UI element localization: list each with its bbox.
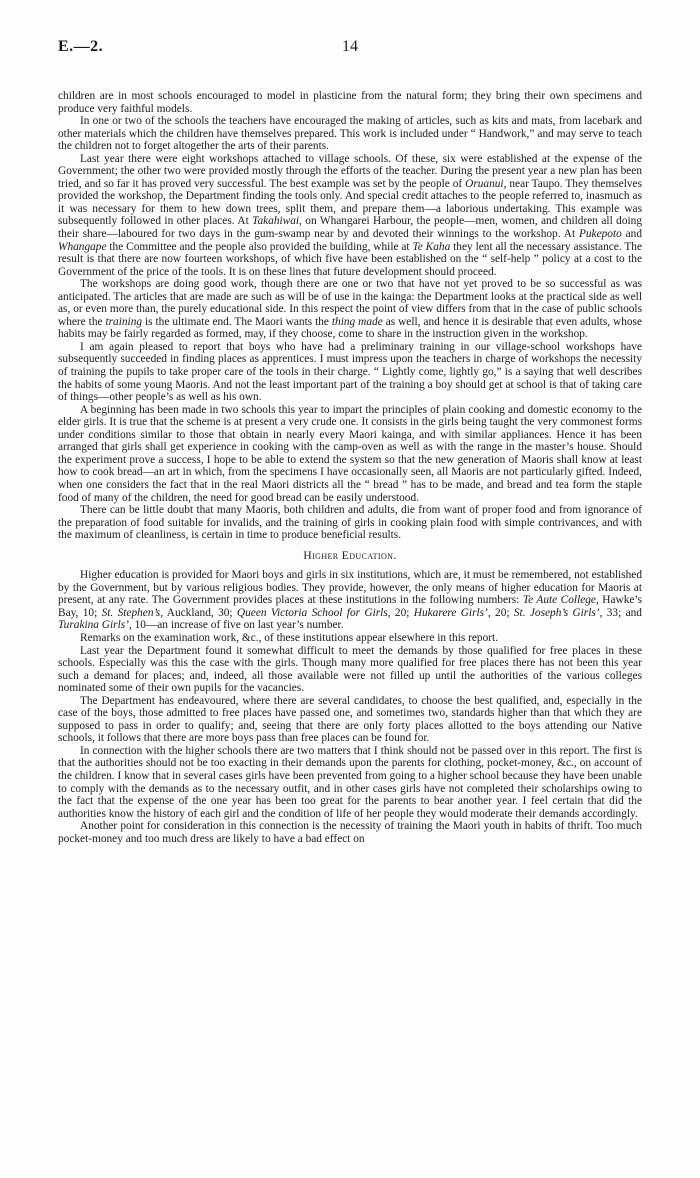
paragraph: The Department has endeavoured, where there are several candidates, to choose the best qualified, and, especially in the case of the boys, those admitted to free places have passed one, and sometimes two, standards higher than that which they are supposed to pass in order to qualify; and, seeing that there are only forty places allotted to the boys attending our Native schools, it follows that there are more boys pass than free places can be found for. [58, 694, 642, 745]
paragraph: Last year there were eight workshops attached to village schools. Of these, six were established at the expense of the Government; the other two were provided mostly through the efforts of the teacher. During the present year a new plan has been tried, and so far it has proved very successful. The best example was set by the people of Oruanui, near Taupo. They themselves provided the workshop, the Department finding the tools only. And special credit attaches to the people referred to, inasmuch as it was necessary for them to hew down trees, split them, and prepare them—a laborious undertaking. This example was subsequently followed in other places. At Takahiwai, on Whangarei Harbour, the people—men, women, and children all doing their share—laboured for two days in the gum-swamp near by and devoted their winnings to the workshop. At Pukepoto and Whangape the Committee and the people also provided the building, while at Te Kaha they lent all the necessary assistance. The result is that there are now fourteen workshops, of which five have been established on the “ self-help ” policy at a cost to the Government of the price of the tools. It is on these lines that future development should proceed. [58, 152, 642, 278]
section-heading: Higher Education. [303, 549, 397, 562]
paragraph: Remarks on the examination work, &c., of these institutions appear elsewhere in this report. [80, 631, 499, 644]
paragraph: In one or two of the schools the teachers have encouraged the making of articles, such as kits and mats, from lacebark and other materials which the children have themselves prepared. This work is included under “ Handwork,” and may serve to teach the children not to forget altogether the arts of their parents. [58, 115, 642, 153]
paragraph: Another point for consideration in this connection is the necessity of training the Maori youth in habits of thrift. Too much pocket-money and too much dress are likely to have a bad effect on [58, 820, 642, 845]
paragraph: The workshops are doing good work, though there are one or two that have not yet proved to be so successful as was anticipated. The articles that are made are such as will be of use in the kainga: the Department looks at the practical side as well as, or even more than, the purely educational side. In this respect the point of view differs from that in the case of public schools where the training is the ultimate end. The Maori wants the thing made as well, and hence it is desirable that even adults, whose habits may be fairly regarded as formed, may, if they choose, come to share in the instruction given in the workshop. [58, 278, 643, 341]
paragraph: Higher education is provided for Maori boys and girls in six institutions, which are, it must be remembered, not established by the Government, but by various religious bodies. They provide, however, the only means of higher education for Maoris at present, at any rate. The Government provides places at these institutions in the following numbers: Te Aute College, Hawke’s Bay, 10; St. Stephen’s, Auckland, 30; Queen Victoria School for Girls, 20; Hukarere Girls’, 20; St. Joseph’s Girls’, 33; and Turakina Girls’, 10—an increase of five on last year’s number. [58, 569, 642, 632]
page-number: 14 [342, 38, 358, 55]
page-header [58, 38, 642, 60]
paragraph: There can be little doubt that many Maoris, both children and adults, die from want of proper food and from ignorance of the preparation of food suitable for invalids, and the training of girls in cooking plain food with simple contrivances, and with the maximum of cleanliness, is certain in time to produce beneficial results. [58, 504, 642, 542]
paragraph: In connection with the higher schools there are two matters that I think should not be passed over in this report. The first is that the authorities should not be too exacting in their demands upon the parents for clothing, pocket-money, &c., on account of the children. I know that in several cases girls have been prevented from going to a higher school because they have been unable to comply with the demands as to the necessary outfit, and in other cases girls have not completed their scholarships owing to the fact that the expense of the one year has been too great for the parents to bear another year. I feel certain that did the authorities know the history of each girl and the condition of life of her people they would moderate their demands accordingly. [58, 744, 642, 820]
paragraph: Last year the Department found it somewhat difficult to meet the demands by those qualified for free places in these schools. Especially was this the case with the girls. Though many more qualified for free places there has not been this year such a demand for places; and, indeed, all those available were not filled up until the authorities of the various colleges nominated some of their own pupils for the vacancies. [58, 644, 642, 695]
paragraph: A beginning has been made in two schools this year to impart the principles of plain cooking and domestic economy to the elder girls. It is true that the scheme is at present a very crude one. It consists in the girls being taught the very commonest forms under conditions similar to those that obtain in nearly every Maori kainga, and with similar appliances. Hence it has been arranged that girls shall get experience in cooking with the camp-oven as well as with the range in the master’s house. Should the experiment prove a success, I hope to be able to extend the system so that the new generation of Maoris shall know at least how to cook bread—an art in which, from the specimens I have occasionally seen, all Maoris are not particularly gifted. Indeed, when one considers the fact that in the real Maori districts all the “ bread ” has to be made, and bread and tea form the staple food of many of the children, the need for good bread can be easily understood. [58, 403, 642, 504]
paragraph: children are in most schools encouraged to model in plasticine from the natural form; they bring their own specimens and produce very faithful models. [58, 90, 642, 115]
document-code: E.—2. [58, 38, 104, 55]
page-body [58, 90, 642, 845]
paragraph: I am again pleased to report that boys who have had a preliminary training in our village-school workshops have subsequently succeeded in finding places as apprentices. I must impress upon the teachers in charge of workshops the necessity of training the pupils to take proper care of the tools in their charge. “ Lightly come, lightly go,” is a saying that well describes the habits of some young Maoris. And not the least important part of the training a boy should get at school is that of taking care of things—other people’s as well as his own. [58, 340, 642, 404]
